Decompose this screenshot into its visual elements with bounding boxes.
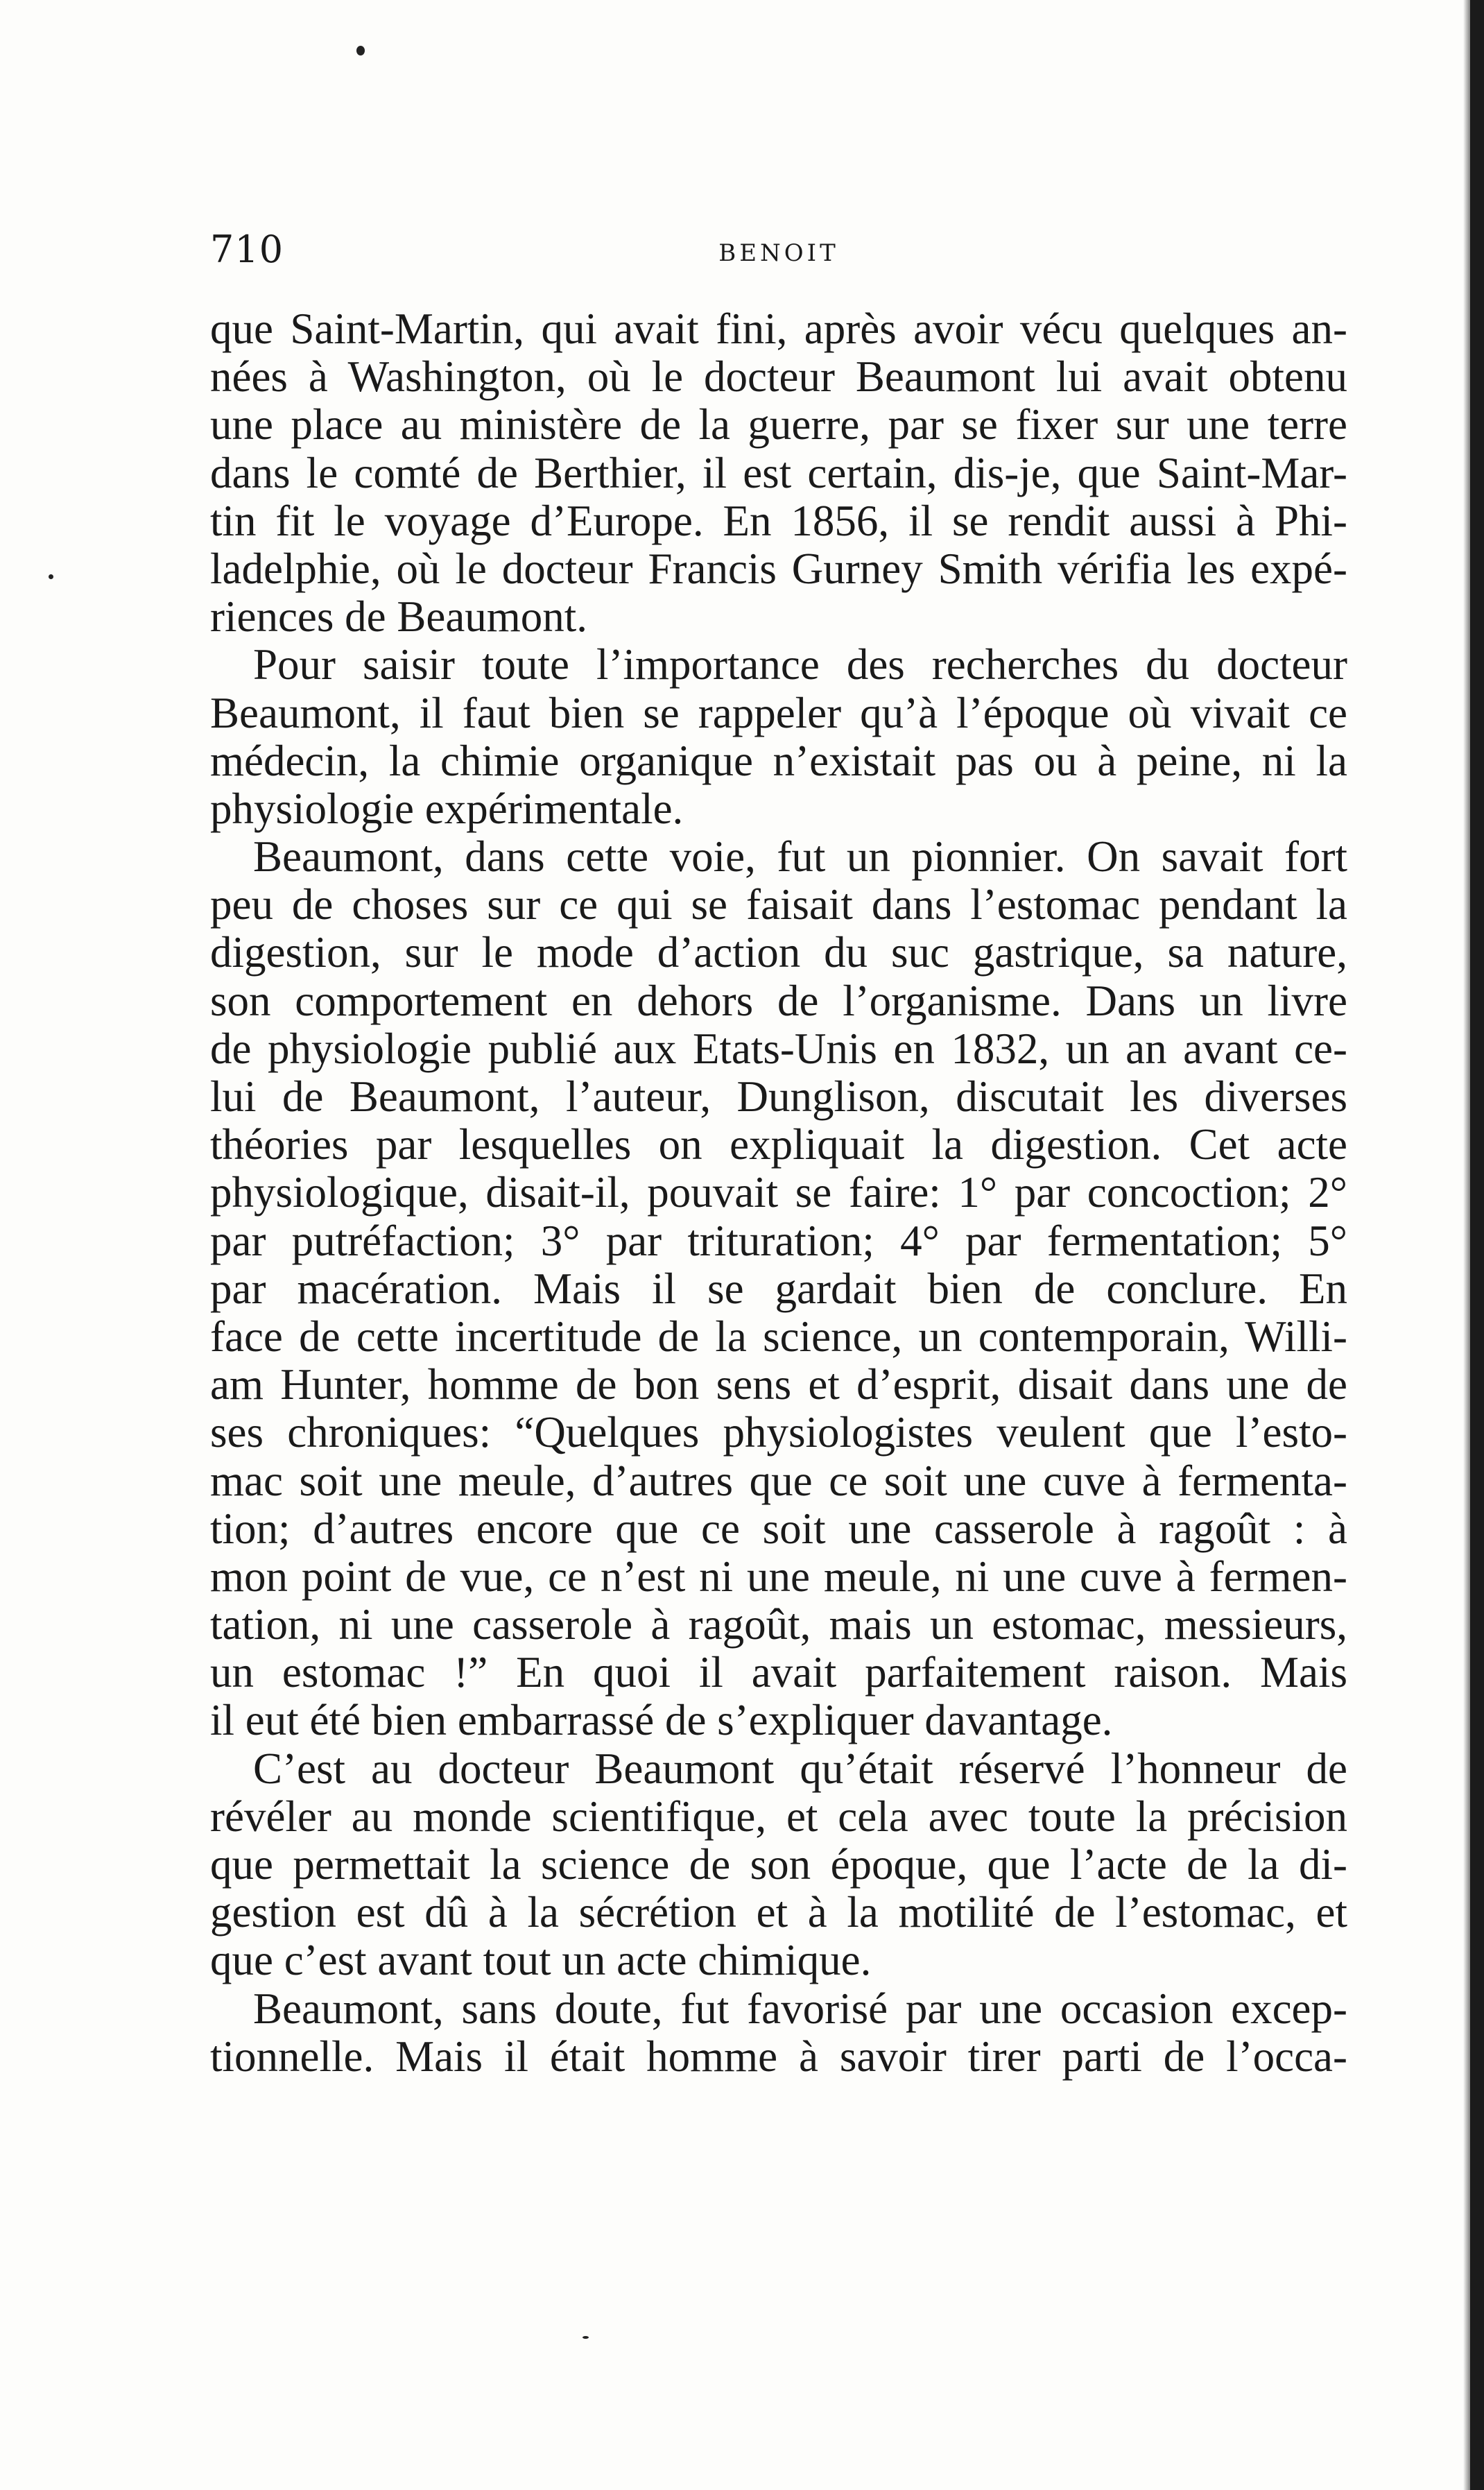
text-line: Beaumont, il faut bien se rappeler qu’à l’époque où vivait ce xyxy=(210,688,1347,737)
paragraph xyxy=(210,1745,1347,1985)
paragraph xyxy=(210,305,1347,641)
paragraph xyxy=(210,1985,1347,2081)
text-line: dans le comté de Berthier, il est certain, dis-je, que Saint-Mar- xyxy=(210,448,1347,497)
body-text xyxy=(210,305,1347,2081)
text-line: peu de choses sur ce qui se faisait dans l’estomac pendant la xyxy=(210,880,1347,929)
text-line: mac soit une meule, d’autres que ce soit une cuve à fermenta- xyxy=(210,1456,1347,1505)
text-line: une place au ministère de la guerre, par se fixer sur une terre xyxy=(210,400,1347,449)
ink-speck xyxy=(356,46,365,55)
text-line: face de cette incertitude de la science, un contemporain, Willi- xyxy=(210,1312,1347,1361)
paragraph xyxy=(210,833,1347,1745)
text-line: ses chroniques: “Quelques physiologistes veulent que l’esto- xyxy=(210,1408,1347,1457)
text-line: médecin, la chimie organique n’existait pas ou à peine, ni la xyxy=(210,736,1347,785)
text-line: son comportement en dehors de l’organisme. Dans un livre xyxy=(210,976,1347,1025)
text-line: physiologie expérimentale. xyxy=(210,784,684,833)
text-line: que permettait la science de son époque, que l’acte de la di- xyxy=(210,1840,1347,1889)
text-line: am Hunter, homme de bon sens et d’esprit, disait dans une de xyxy=(210,1360,1347,1409)
text-line: par macération. Mais il se gardait bien de conclure. En xyxy=(210,1264,1347,1313)
text-line: physiologique, disait-il, pouvait se faire: 1° par concoction; 2° xyxy=(210,1168,1347,1217)
text-line: mon point de vue, ce n’est ni une meule, ni une cuve à fermen- xyxy=(210,1552,1347,1601)
text-line: Beaumont, dans cette voie, fut un pionnier. On savait fort xyxy=(253,832,1347,882)
text-line: que c’est avant tout un acte chimique. xyxy=(210,1936,872,1985)
page-edge xyxy=(1470,0,1484,2490)
text-line: C’est au docteur Beaumont qu’était réservé l’honneur de xyxy=(253,1744,1347,1793)
text-line: gestion est dû à la sécrétion et à la motilité de l’estomac, et xyxy=(210,1888,1347,1937)
running-head: BENOIT xyxy=(718,239,839,267)
paragraph xyxy=(210,641,1347,833)
text-line: révéler au monde scientifique, et cela avec toute la précision xyxy=(210,1792,1347,1841)
text-line: que Saint-Martin, qui avait fini, après avoir vécu quelques an- xyxy=(210,304,1347,353)
text-line: tionnelle. Mais il était homme à savoir tirer parti de l’occa- xyxy=(210,2032,1347,2081)
text-line: Pour saisir toute l’importance des recherches du docteur xyxy=(253,640,1347,689)
text-line: riences de Beaumont. xyxy=(210,592,588,642)
page-header xyxy=(210,225,1347,274)
text-line: digestion, sur le mode d’action du suc gastrique, sa nature, xyxy=(210,928,1347,977)
text-line: tion; d’autres encore que ce soit une casserole à ragoût : à xyxy=(210,1504,1347,1553)
text-line: tin fit le voyage d’Europe. En 1856, il se rendit aussi à Phi- xyxy=(210,496,1347,545)
text-line: il eut été bien embarrassé de s’expliquer davantage. xyxy=(210,1696,1113,1745)
ink-speck xyxy=(49,574,53,579)
text-line: nées à Washington, où le docteur Beaumont lui avait obtenu xyxy=(210,352,1347,402)
ink-speck xyxy=(583,2336,589,2339)
text-line: tation, ni une casserole à ragoût, mais un estomac, messieurs, xyxy=(210,1600,1347,1649)
text-line: lui de Beaumont, l’auteur, Dunglison, discutait les diverses xyxy=(210,1072,1347,1121)
text-line: ladelphie, où le docteur Francis Gurney Smith vérifia les expé- xyxy=(210,544,1347,593)
text-line: par putréfaction; 3° par trituration; 4° par fermentation; 5° xyxy=(210,1216,1347,1265)
text-line: théories par lesquelles on expliquait la digestion. Cet acte xyxy=(210,1120,1347,1169)
page-edge-shadow xyxy=(1463,0,1470,2490)
text-line: de physiologie publié aux Etats-Unis en 1832, un an avant ce- xyxy=(210,1024,1347,1073)
text-line: Beaumont, sans doute, fut favorisé par une occasion excep- xyxy=(253,1984,1347,2033)
text-line: un estomac !” En quoi il avait parfaitement raison. Mais xyxy=(210,1648,1347,1697)
page-number: 710 xyxy=(210,227,284,271)
